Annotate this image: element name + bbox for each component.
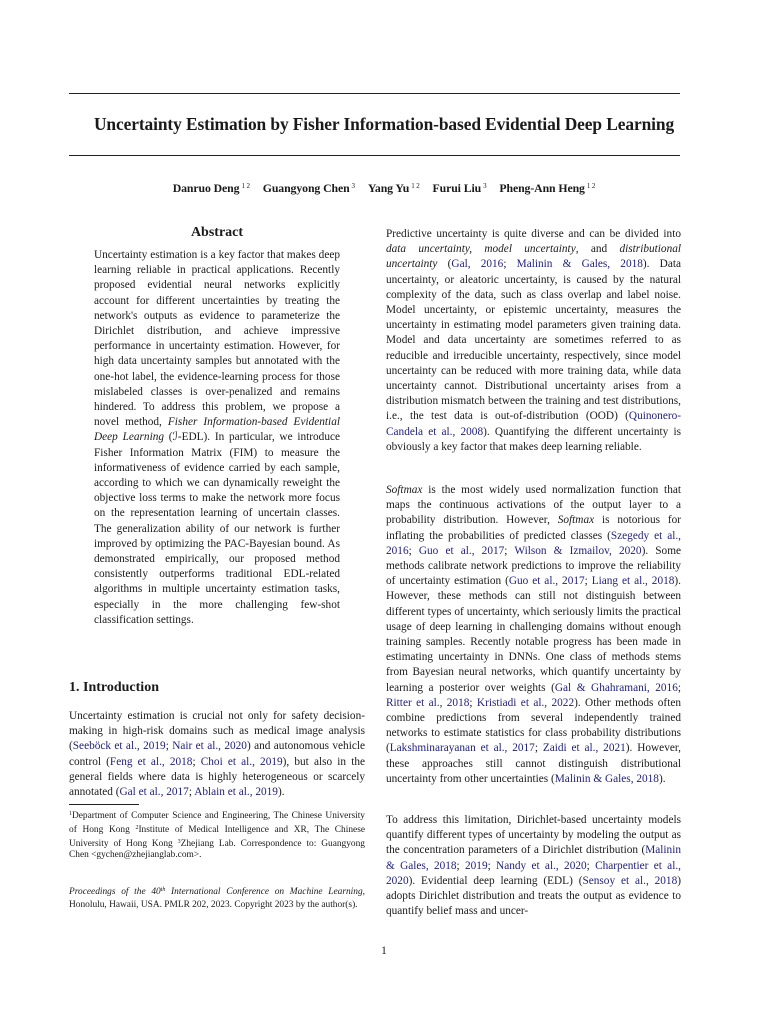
top-rule: [69, 93, 680, 94]
author-list: [60, 181, 708, 196]
page-number: 1: [381, 945, 387, 957]
citation-link[interactable]: Quinonero-Candela et al., 2008: [386, 410, 681, 438]
author: Guangyong Chen $^3$: [262, 181, 355, 195]
paragraph-dirichlet: To address this limitation, Dirichlet-based uncertainty models quantify different types of uncertainty by modeling the output as the concentration parameters of a Dirichlet distribution (Malinin & Gales, 2018; 2019; Nandy et al., 2020; Charpentier et al., 2020). Evidential deep learning (EDL) (Sensoy et al., 2018) adopts Dirichlet distribution and treats the output as evidence to quantify belief mass and uncer-: [386, 814, 681, 918]
citation-link[interactable]: Malinin & Gales, 2018: [516, 258, 643, 271]
citation-link[interactable]: Lakshminarayanan et al., 2017: [389, 742, 535, 755]
citation-link[interactable]: Malinin & Gales, 2018: [386, 844, 681, 872]
citation-link[interactable]: Gal & Ghahramani, 2016: [554, 681, 678, 694]
abstract-heading: Abstract: [190, 225, 244, 240]
footnote-rule: [69, 804, 139, 805]
title-bottom-rule: [69, 155, 680, 156]
paper-title: Uncertainty Estimation by Fisher Information-based Evidential Deep Learning: [93, 114, 675, 134]
paragraph-softmax: Softmax is the most widely used normalization function that maps the continuous activations of the output layer to a probability distribution. However, Softmax is notorious for inflating the probabilities of predicted classes (Szegedy et al., 2016; Guo et al., 2017; Wilson & Izmailov, 2020). Some methods calibrate network predictions to improve the reliability of uncertainty estimation (Guo et al., 2017; Liang et al., 2018). However, these methods can still not distinguish between different types of uncertainty, which seriously limits the practical usage of deep learning in challenging domains without enough training samples. Recently notable progress has been made in estimating uncertainty in DNNs. One class of methods stems from Bayesian neural networks, which quantify uncertainty by learning a posterior over weights (Gal & Ghahramani, 2016; Ritter et al., 2018; Kristiadi et al., 2022). Other methods often combine predictions from several independently trained networks to estimate statistics for class probability distributions (Lakshminarayanan et al., 2017; Zaidi et al., 2021). However, these approaches still cannot distinguish distributional uncertainty from other uncertainties (Malinin & Gales, 2018).: [386, 484, 682, 785]
citation-link[interactable]: Szegedy et al., 2016: [386, 529, 681, 557]
citation-link[interactable]: Seeböck et al., 2019: [72, 740, 166, 753]
citation-link[interactable]: Charpentier et al., 2020: [386, 859, 681, 887]
citation-link[interactable]: Guo et al., 2017: [418, 544, 505, 557]
introduction-text: Uncertainty estimation is crucial not only for safety decision-making in high-risk domains such as medical image analysis (Seeböck et al., 2019; Nair et al., 2020) and autonomous vehicle control (Feng et al., 2018; Choi et al., 2019), but also in the general fields where data is highly heterogeneous or scarcely annotated (Gal et al., 2017; Ablain et al., 2019).: [69, 710, 366, 799]
author: Danruo Deng $^{1 2}$: [172, 181, 250, 195]
citation-link[interactable]: Wilson & Izmailov, 2020: [514, 544, 642, 557]
author: Pheng-Ann Heng $^{1 2}$: [499, 181, 596, 195]
author: Yang Yu $^{1 2}$: [367, 181, 420, 195]
paragraph-uncertainty-types: Predictive uncertainty is quite diverse and can be divided into data uncertainty, model uncertainty, and distributional uncertainty (Gal, 2016; Malinin & Gales, 2018). Data uncertainty, or aleatoric uncertainty, is caused by the natural complexity of the data, such as class overlap and label noise. Model uncertainty, or epistemic uncertainty, measures the uncertainty in estimating model parameters given training data. Model and data uncertainty are sometimes referred to as reducible and irreducible uncertainty, respectively, since model uncertainty can be reduced with more training data, while data uncertainty cannot. Distributional uncertainty arises from a distribution mismatch between the training and test distributions, i.e., the test data is out-of-distribution (OOD) (Quinonero-Candela et al., 2008). Quantifying the different uncertainty is obviously a key factor that makes deep learning reliable.: [386, 228, 681, 453]
citation-link[interactable]: Nandy et al., 2020: [496, 859, 587, 872]
abstract-text: Uncertainty estimation is a key factor that makes deep learning reliable in practical applications. Recently proposed evidential neural networks explicitly account for different uncertainties by treating the network's outputs as evidence to parameterize the Dirichlet distribution, and achieve impressive performance in uncertainty estimation. However, for high data uncertainty samples but annotated with the one-hot label, the evidence-learning process for those mislabeled classes is over-penalized and remains hindered. To address this problem, we propose a novel method, Fisher Information-based Evidential Deep Learning (ℐ-EDL). In particular, we introduce Fisher Information Matrix (FIM) to measure the informativeness of evidence carried by each sample, according to which we can dynamically reweight the objective loss terms to make the network more focus on the representation learning of uncertain classes. The generalization ability of our network is further improved by optimizing the PAC-Bayesian bound. As demonstrated empirically, our proposed method consistently outperforms traditional EDL-related algorithms in multiple uncertainty estimation tasks, especially in the more challenging few-shot classification settings.: [94, 249, 340, 626]
citation-link[interactable]: Gal et al., 2017: [119, 786, 189, 799]
affiliation-footnote: $^1$Department of Computer Science and Engineering, The Chinese University of Hong Kong $^2$Institute of Medical Intelligence and XR, The Chinese University of Hong Kong $^3$Zhejiang Lab. Correspondence to: Guangyong Chen <gychen@zhejianglab.com>.: [69, 811, 365, 861]
introduction-heading: 1. Introduction: [69, 680, 159, 695]
citation-link[interactable]: Gal, 2016: [451, 258, 504, 271]
citation-link[interactable]: Kristiadi et al., 2022: [476, 696, 575, 709]
citation-link[interactable]: Malinin & Gales, 2018: [554, 772, 659, 785]
citation-link[interactable]: Nair et al., 2020: [172, 740, 247, 753]
citation-link[interactable]: Sensoy et al., 2018: [582, 874, 678, 887]
citation-link[interactable]: 2019: [465, 859, 488, 872]
citation-link[interactable]: Choi et al., 2019: [200, 755, 283, 768]
proceedings-note: Proceedings of the 40th International Conference on Machine Learning, Honolulu, Hawaii, USA. PMLR 202, 2023. Copyright 2023 by the author(s).: [69, 887, 365, 910]
citation-link[interactable]: Ablain et al., 2019: [194, 786, 278, 799]
citation-link[interactable]: Liang et al., 2018: [591, 575, 675, 588]
author: Furui Liu $^3$: [432, 181, 487, 195]
citation-link[interactable]: Ritter et al., 2018: [386, 696, 470, 709]
citation-link[interactable]: Guo et al., 2017: [508, 575, 585, 588]
citation-link[interactable]: Feng et al., 2018: [109, 755, 193, 768]
citation-link[interactable]: Zaidi et al., 2021: [542, 742, 626, 755]
